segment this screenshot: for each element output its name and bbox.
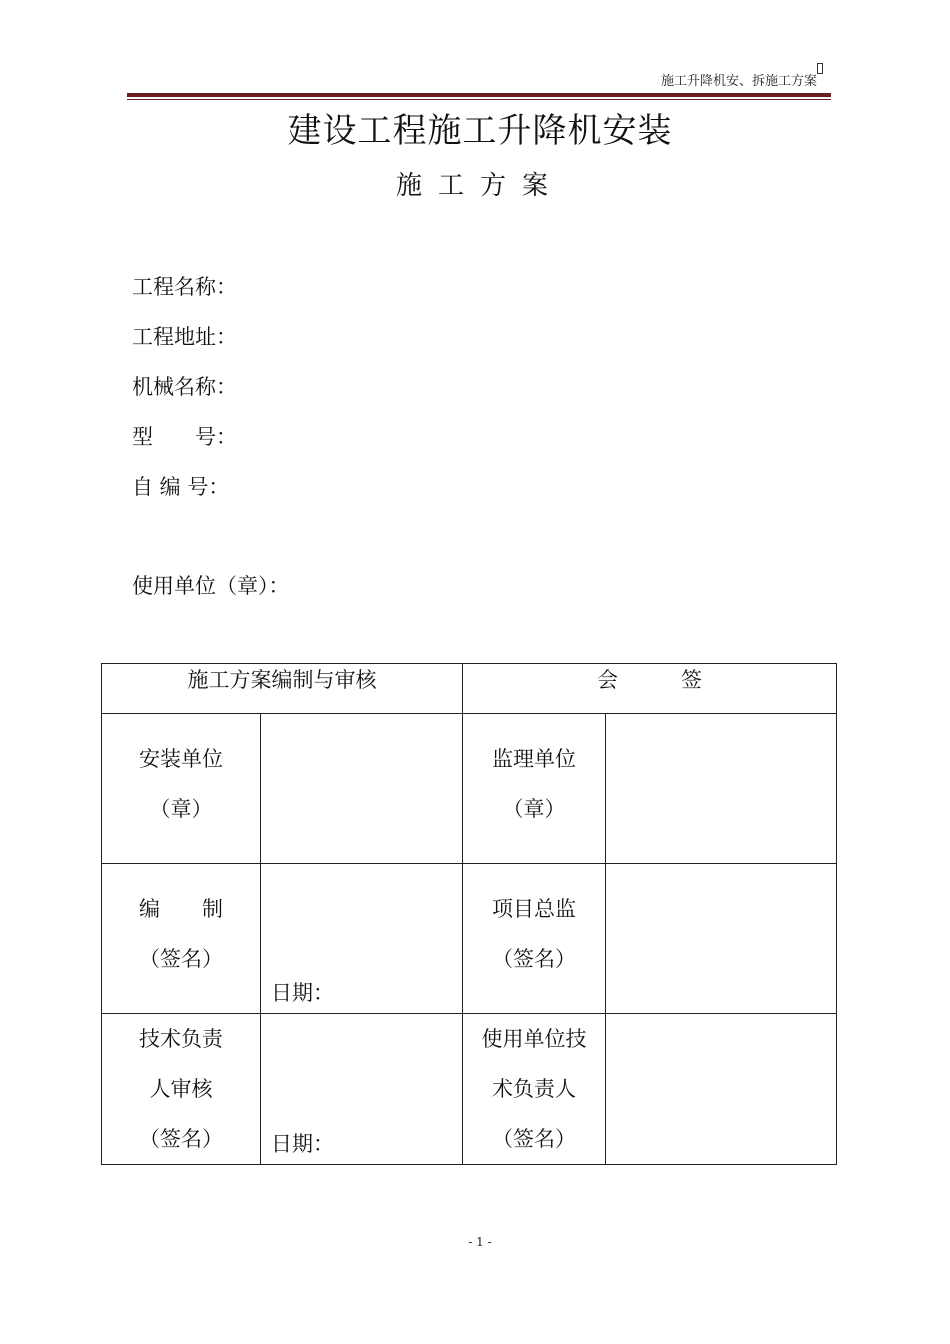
tech-reviewer-signature-cell (261, 1014, 463, 1165)
signature-table (101, 663, 837, 1165)
page-number: - 1 - (468, 1235, 492, 1249)
chief-supervisor-label: 项目总监 （签名） (463, 864, 606, 1014)
user-tech-lead-signature-cell (606, 1014, 837, 1165)
field-user-unit: 使用单位（章）： (132, 574, 290, 598)
document-subtitle: 施工方案 (395, 171, 564, 201)
field-project-address: 工程地址： (132, 325, 237, 349)
compiler-label: 编 制 （签名） (102, 864, 261, 1014)
missing-glyph-box-icon (817, 63, 823, 74)
install-unit-seal-cell (261, 714, 463, 864)
tech-reviewer-label: 技术负责 人审核 （签名） (102, 1014, 261, 1165)
table-header-compile-review: 施工方案编制与审核 (102, 664, 463, 714)
field-machine-name: 机械名称： (132, 375, 237, 399)
field-project-name: 工程名称： (132, 275, 237, 299)
header-rule (127, 93, 831, 97)
field-serial-no: 自 编 号： (132, 475, 230, 499)
user-tech-lead-label: 使用单位技 术负责人 （签名） (463, 1014, 606, 1165)
header-rule-thin (127, 99, 831, 100)
supervision-unit-label: 监理单位 （章） (463, 714, 606, 864)
field-model: 型 号： (132, 425, 237, 449)
table-header-countersign: 会 签 (463, 664, 837, 714)
supervision-unit-seal-cell (606, 714, 837, 864)
compiler-signature-cell (261, 864, 463, 1014)
chief-supervisor-signature-cell (606, 864, 837, 1014)
document-title: 建设工程施工升降机安装 (287, 111, 673, 151)
tech-reviewer-date-label: 日期： (271, 1132, 334, 1156)
compiler-date-label: 日期： (271, 981, 334, 1005)
running-header: 施工升降机安、拆施工方案 (660, 74, 817, 89)
install-unit-label: 安装单位 （章） (102, 714, 261, 864)
